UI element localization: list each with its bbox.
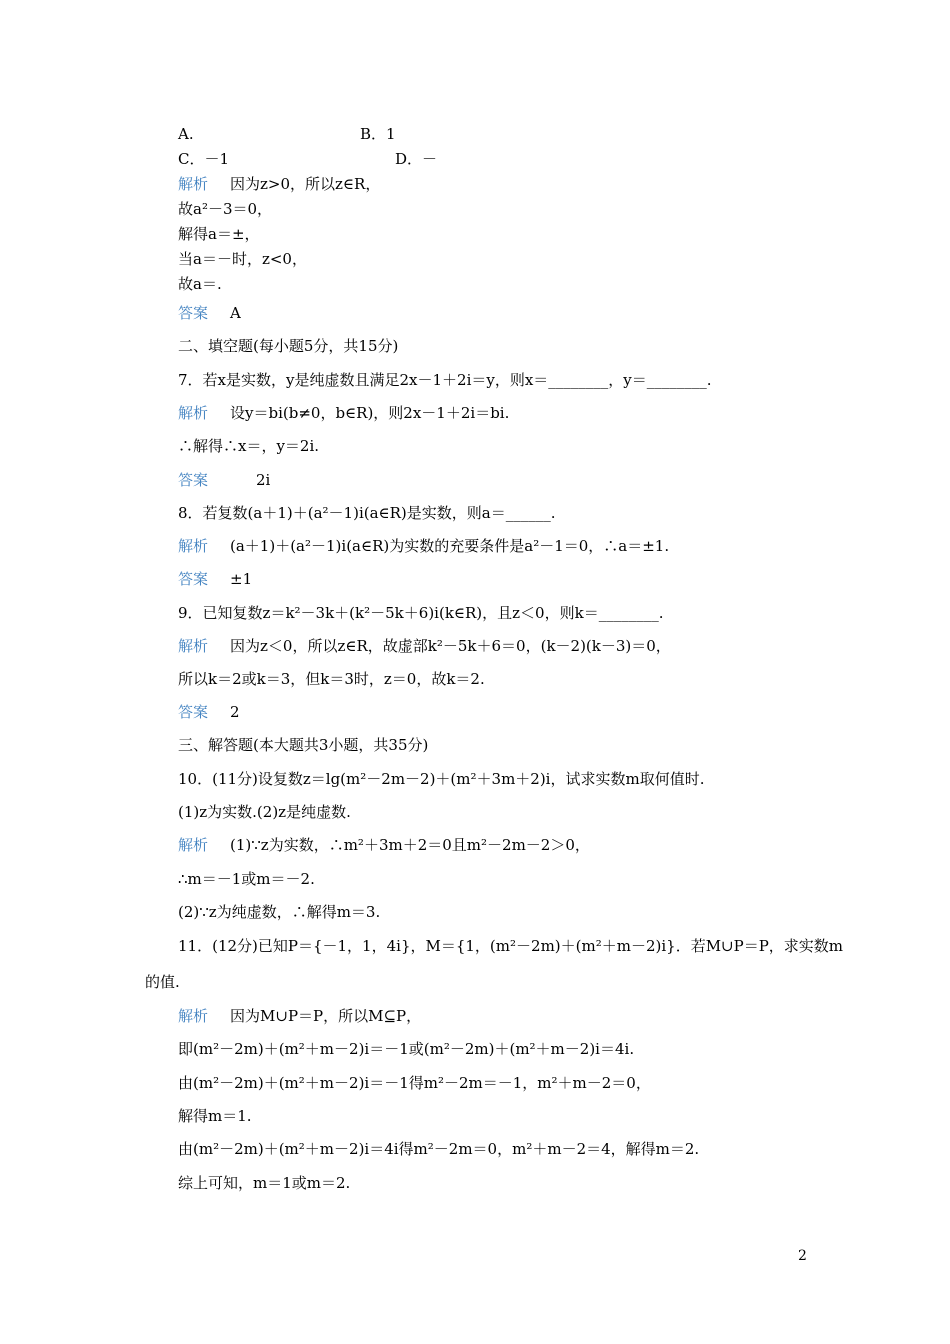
q7-answer <box>178 470 270 490</box>
q9-answer-value: 2 <box>230 703 240 721</box>
q7-analysis-line1 <box>178 403 509 423</box>
q10-analysis-line2: ∴m＝－1或m＝－2. <box>178 870 315 888</box>
analysis-label: 解析 <box>178 175 209 193</box>
q11-stem-line1: 11．(12分)已知P＝{－1，1，4i}，M＝{1，(m²－2m)＋(m²＋m－2)i}．若M∪P＝P，求实数m <box>178 937 844 955</box>
q9-answer <box>178 702 240 722</box>
section-3-heading: 三、解答题(本大题共3小题，共35分) <box>178 736 429 754</box>
answer-label: 答案 <box>178 570 209 588</box>
q6-analysis-line1 <box>178 174 380 194</box>
q11-analysis-text1: 因为M∪P＝P，所以M⊆P， <box>230 1007 422 1025</box>
option-d: D．－ <box>395 150 438 168</box>
option-a: A. <box>178 125 194 143</box>
analysis-label: 解析 <box>178 537 209 555</box>
q9-analysis-line1 <box>178 636 671 656</box>
answer-label: 答案 <box>178 471 209 489</box>
q6-analysis-line4: 当a＝－时，z<0， <box>178 250 307 268</box>
q10-analysis-line1 <box>178 835 590 855</box>
analysis-label: 解析 <box>178 404 209 422</box>
q11-analysis-line2: 即(m²－2m)＋(m²＋m－2)i＝－1或(m²－2m)＋(m²＋m－2)i＝4i. <box>178 1040 635 1058</box>
option-b: B．1 <box>360 125 396 143</box>
q8-answer-value: ±1 <box>230 570 253 588</box>
q6-answer <box>178 303 241 323</box>
q6-analysis-line2: 故a²－3＝0， <box>178 200 273 218</box>
q8-analysis-text1: (a＋1)＋(a²－1)i(a∈R)为实数的充要条件是a²－1＝0，∴a＝±1. <box>230 537 670 555</box>
q7-answer-value: 2i <box>256 471 271 489</box>
q6-analysis-line5: 故a＝. <box>178 275 222 293</box>
q11-analysis-line5: 由(m²－2m)＋(m²＋m－2)i＝4i得m²－2m＝0，m²＋m－2＝4，解得m＝2. <box>178 1140 700 1158</box>
q10-analysis-text1: (1)∵z为实数，∴m²＋3m＋2＝0且m²－2m－2＞0， <box>230 836 590 854</box>
option-c: C．－1 <box>178 150 230 168</box>
q7-stem: 7．若x是实数，y是纯虚数且满足2x－1＋2i＝y，则x＝________，y＝________. <box>178 371 712 389</box>
q8-stem: 8．若复数(a＋1)＋(a²－1)i(a∈R)是实数，则a＝______. <box>178 504 556 522</box>
q8-answer <box>178 569 252 589</box>
analysis-label: 解析 <box>178 1007 209 1025</box>
q6-analysis-text1: 因为z>0，所以z∈R， <box>230 175 381 193</box>
analysis-label: 解析 <box>178 637 209 655</box>
q9-analysis-line2: 所以k＝2或k＝3，但k＝3时，z＝0，故k＝2. <box>178 670 485 688</box>
page-number: 2 <box>798 1248 807 1264</box>
answer-label: 答案 <box>178 703 209 721</box>
q10-sub: (1)z为实数.(2)z是纯虚数. <box>178 803 351 821</box>
q11-analysis-line3: 由(m²－2m)＋(m²＋m－2)i＝－1得m²－2m＝－1，m²＋m－2＝0， <box>178 1074 651 1092</box>
q7-analysis-text1: 设y＝bi(b≠0，b∈R)，则2x－1＋2i＝bi. <box>230 404 510 422</box>
q11-analysis-line4: 解得m＝1. <box>178 1107 252 1125</box>
q10-stem: 10．(11分)设复数z＝lg(m²－2m－2)＋(m²＋3m＋2)i，试求实数m取何值时. <box>178 770 705 788</box>
q9-stem: 9．已知复数z＝k²－3k＋(k²－5k＋6)i(k∈R)，且z＜0，则k＝________. <box>178 604 664 622</box>
q11-analysis-line6: 综上可知，m＝1或m＝2. <box>178 1174 351 1192</box>
q6-answer-value: A <box>230 304 241 322</box>
q7-analysis-line2: ∴解得∴x＝，y＝2i. <box>178 437 320 455</box>
q9-analysis-text1: 因为z＜0，所以z∈R，故虚部k²－5k＋6＝0，(k－2)(k－3)＝0， <box>230 637 671 655</box>
q6-analysis-line3: 解得a＝±， <box>178 225 260 243</box>
analysis-label: 解析 <box>178 836 209 854</box>
q11-stem-line2: 的值. <box>145 973 180 991</box>
answer-label: 答案 <box>178 304 209 322</box>
q11-analysis-line1 <box>178 1006 421 1026</box>
q10-analysis-line3: (2)∵z为纯虚数，∴解得m＝3. <box>178 903 381 921</box>
section-2-heading: 二、填空题(每小题5分，共15分) <box>178 337 399 355</box>
q8-analysis-line1 <box>178 536 669 556</box>
